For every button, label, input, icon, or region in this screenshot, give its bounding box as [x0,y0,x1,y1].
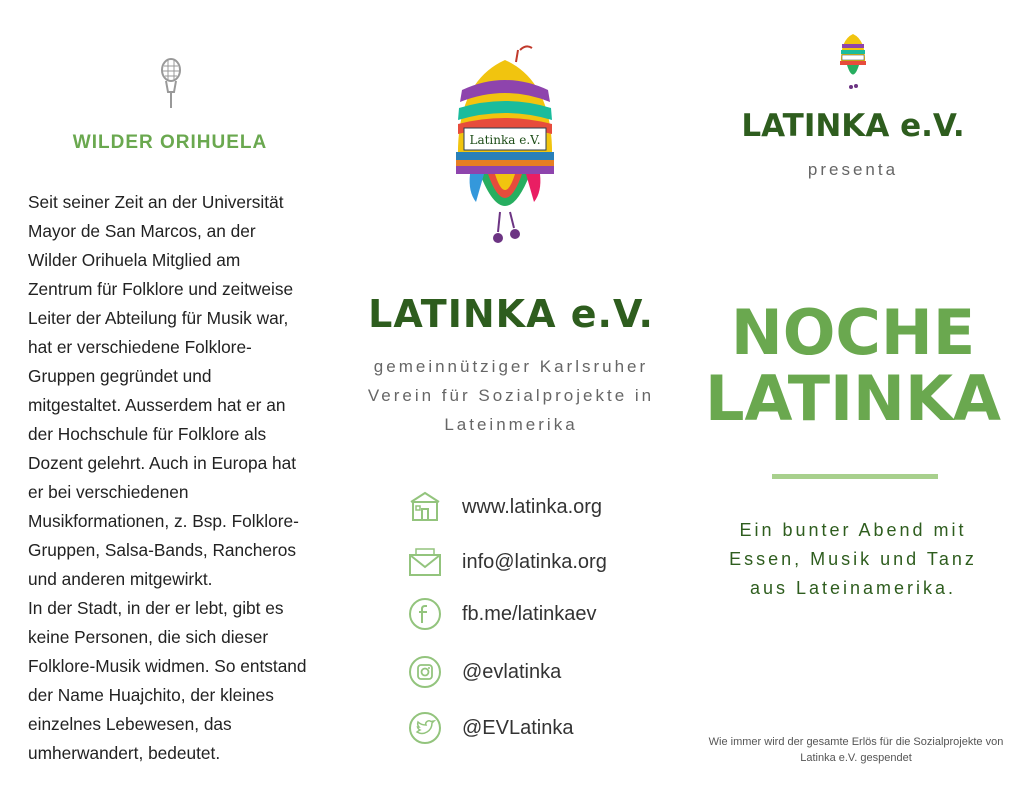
headline-divider [772,474,938,479]
bio-line: der Hochschule für Folklore als [28,424,267,444]
bio-line: keine Personen, die sich dieser [28,627,269,647]
contact-email[interactable] [408,544,607,580]
bio-line: mitgestaltet. Ausserdem hat er an [28,395,286,415]
bio-line: Zentrum für Folklore und zeitweise [28,279,294,299]
donation-note-line: Latinka e.V. gespendet [800,752,912,764]
bio-line: Leiter der Abteilung für Musik war, [28,308,289,328]
chullo-hat-logo-small [838,30,868,92]
bio-line: er bei verschiedenen [28,482,189,502]
bio-line: Musikformationen, z. Bsp. Folklore- [28,511,299,531]
right-panel [682,0,1024,791]
contact-facebook[interactable] [408,596,597,632]
performer-title: WILDER ORIHUELA [72,132,268,153]
headline-line1: NOCHE [730,296,976,369]
contact-website[interactable] [408,489,602,525]
chullo-hat-logo [450,42,560,252]
tagline-line: Essen, Musik und Tanz [729,549,977,569]
contact-instagram[interactable] [408,654,561,690]
twitter-handle[interactable]: @EVLatinka [462,716,574,739]
instagram-handle[interactable]: @evlatinka [462,660,562,683]
bio-line: umherwandert, bedeutet. [28,743,221,763]
performer-bio [28,188,318,768]
donation-note [696,734,1016,766]
event-tagline [702,516,1004,603]
house-icon [408,490,442,524]
left-panel [0,0,340,791]
event-headline [682,296,1024,435]
bio-line: Gruppen, Salsa-Bands, Rancheros [28,540,297,560]
organization-name: LATINKA e.V. [368,292,654,336]
subtitle-line: Lateinmerika [444,415,578,434]
subtitle-line: gemeinnütziger Karlsruher [373,357,649,376]
tagline-line: Ein bunter Abend mit [739,520,967,540]
logo-text: Latinka e.V. [469,133,541,147]
instagram-icon [408,655,442,689]
bio-line: In der Stadt, in der er lebt, gibt es [28,598,284,618]
presenta-label: presenta [807,160,899,179]
organization-name-right: LATINKA e.V. [741,108,965,144]
middle-panel [340,0,682,791]
bio-line: einzelnes Lebewesen, das [28,714,232,734]
email-link[interactable]: info@latinka.org [462,550,607,573]
donation-note-line: Wie immer wird der gesamte Erlös für die Sozialprojekte von [708,736,1004,748]
bio-line: der Name Huajchito, der kleines [28,685,274,705]
headline-line2: LATINKA [705,362,1001,435]
subtitle-line: Verein für Sozialprojekte in [367,386,655,405]
bio-line: Seit seiner Zeit an der Universität [28,192,284,212]
website-link[interactable]: www.latinka.org [462,495,603,518]
bio-line: Gruppen gegründet und [28,366,212,386]
facebook-icon [408,597,442,631]
bio-line: Mayor de San Marcos, an der [28,221,256,241]
envelope-icon [408,545,442,579]
microphone-icon [158,58,184,110]
bio-line: Folklore-Musik widmen. So entstand [28,656,307,676]
organization-subtitle [350,352,672,439]
bio-line: hat er verschiedene Folklore- [28,337,252,357]
twitter-icon [408,711,442,745]
bio-line: und anderen mitgewirkt. [28,569,213,589]
bio-line: Wilder Orihuela Mitglied am [28,250,241,270]
bio-line: Dozent gelehrt. Auch in Europa hat [28,453,297,473]
tagline-line: aus Lateinamerika. [749,578,957,598]
contact-twitter[interactable] [408,710,573,746]
facebook-link[interactable]: fb.me/latinkaev [462,602,597,625]
